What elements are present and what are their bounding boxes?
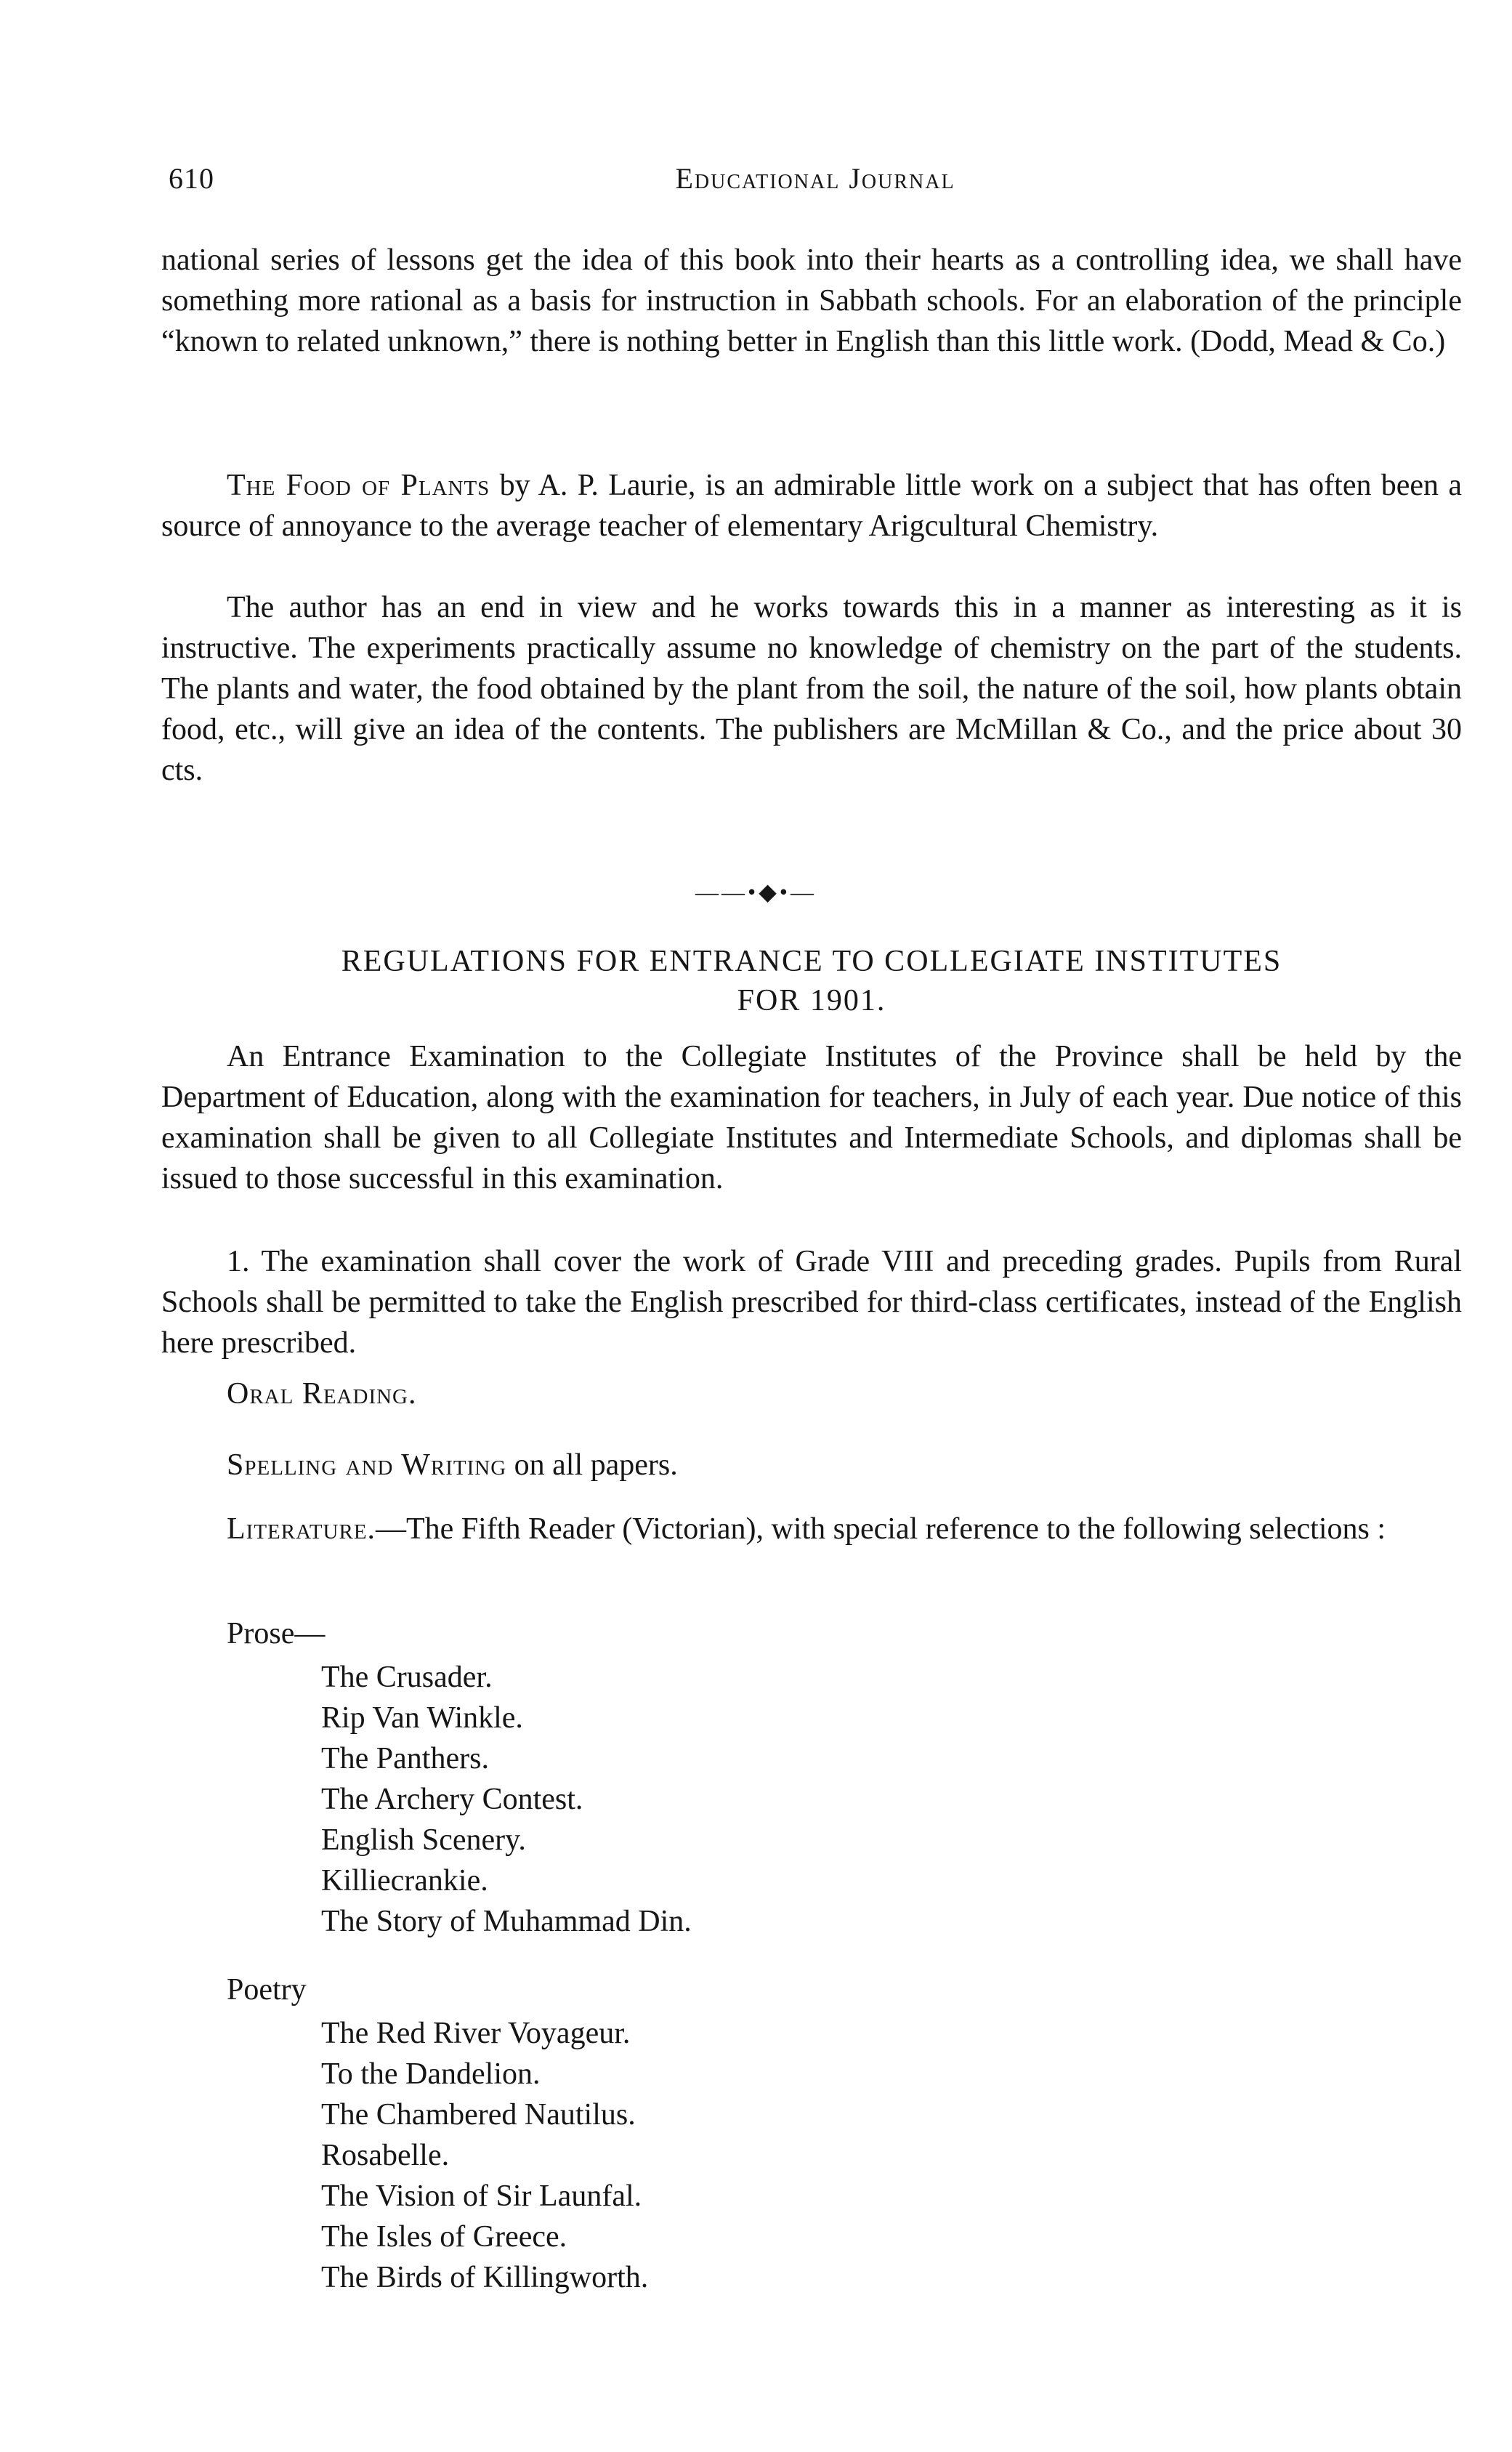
food-of-plants-paragraph-2: The author has an end in view and he works towards this in a manner as interesting as it is instructive. The experiments practically assume no knowledge of chemistry on the part of the students. The plants and water, the food obtained by the plant from the soil, the nature of the soil, how plants obtain food, etc., will give an idea of the contents. The publishers are McMillan & Co., and the price about 30 cts.: [161, 591, 1462, 787]
literature-label: Literature.: [227, 1512, 376, 1546]
regulations-intro-paragraph: An Entrance Examination to the Collegiate Institutes of the Province shall be held by the Department of Education, along with the examination for teachers, in July of each year. Due notice of this examination shall be given to all Collegiate Institutes and Intermediate Schools, and diplomas shall be issued to those successful in this examination.: [161, 1040, 1462, 1195]
food-of-plants-paragraph: [161, 465, 1462, 547]
review-continued-paragraph: national series of lessons get the idea of this book into their hearts as a controlling idea, we shall have something more rational as a basis for instruction in Sabbath schools. For an elaboration of the principle “known to related unknown,” there is nothing better in English than this little work. (Dodd, Mead & Co.): [161, 243, 1462, 358]
prose-item: The Crusader.: [321, 1661, 493, 1694]
prose-label: Prose—: [227, 1617, 326, 1650]
prose-item: The Panthers.: [321, 1742, 489, 1775]
regulations-heading-line-2: FOR 1901.: [737, 984, 886, 1017]
poetry-item: The Chambered Nautilus.: [321, 2098, 636, 2132]
poetry-item: The Isles of Greece.: [321, 2220, 567, 2254]
spelling-writing-text: on all papers.: [506, 1448, 678, 1482]
poetry-label: Poetry: [227, 1973, 307, 2007]
journal-title: Educational Journal: [675, 162, 955, 195]
section-divider-ornament: ——•◆•—: [695, 879, 817, 905]
oral-reading-label: Oral Reading.: [227, 1377, 417, 1411]
book-title: The Food of Plants: [227, 469, 490, 502]
running-head: [169, 161, 1462, 205]
regulations-heading-line-1: REGULATIONS FOR ENTRANCE TO COLLEGIATE INSTITUTES: [341, 945, 1282, 978]
spelling-writing-line: [161, 1445, 1462, 1485]
spelling-writing-label: Spelling and Writing: [227, 1448, 507, 1482]
page-number: 610: [169, 162, 214, 195]
literature-paragraph: [161, 1509, 1462, 1549]
poetry-item: To the Dandelion.: [321, 2057, 541, 2091]
prose-list: [321, 1657, 692, 1942]
prose-item: Rip Van Winkle.: [321, 1701, 523, 1735]
poetry-item: Rosabelle.: [321, 2139, 450, 2172]
regulations-heading: [161, 942, 1462, 1020]
prose-item: English Scenery.: [321, 1823, 526, 1857]
poetry-item: The Birds of Killingworth.: [321, 2261, 649, 2294]
literature-text: —The Fifth Reader (Victorian), with special reference to the following selections :: [376, 1512, 1386, 1546]
prose-item: Killiecrankie.: [321, 1864, 488, 1898]
poetry-list: [321, 2013, 648, 2298]
regulation-item-1: 1. The examination shall cover the work of Grade VIII and preceding grades. Pupils from Rural Schools shall be permitted to take the English prescribed for third-class certificates, instead of the English here prescribed.: [161, 1245, 1462, 1360]
poetry-item: The Vision of Sir Launfal.: [321, 2179, 642, 2213]
poetry-item: The Red River Voyageur.: [321, 2017, 631, 2050]
prose-item: The Story of Muhammad Din.: [321, 1905, 692, 1938]
prose-item: The Archery Contest.: [321, 1783, 583, 1816]
book-description: by A. P. Laurie, is an admirable little work on a subject that has often been a source of annoyance to the average teacher of elementary Arigcultural Chemistry.: [161, 469, 1462, 543]
